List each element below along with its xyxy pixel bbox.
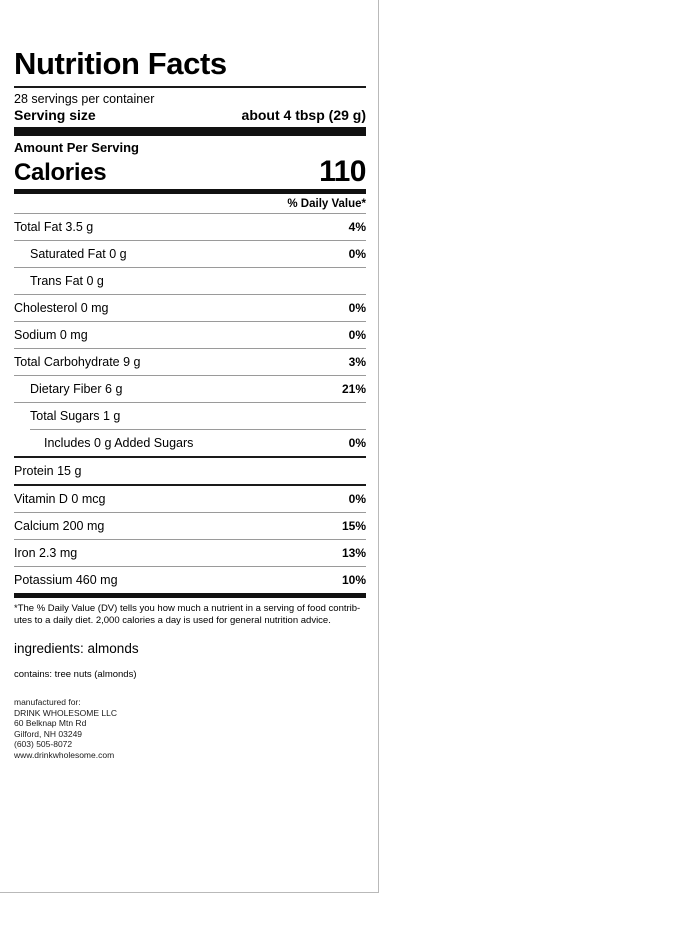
serving-size-value: about 4 tbsp (29 g) [241, 107, 366, 123]
nutrient-name: Protein 15 g [14, 464, 82, 478]
manufacturer-street: 60 Belknap Mtn Rd [14, 718, 87, 728]
serving-size-row [14, 107, 366, 127]
nutrition-facts-label [14, 47, 366, 760]
nutrient-row [14, 241, 366, 267]
nutrient-row [14, 458, 366, 484]
nutrient-name: Sodium 0 mg [14, 328, 88, 342]
nutrient-row [14, 403, 366, 429]
nutrient-row [14, 349, 366, 375]
nutrient-pct: 4% [348, 220, 366, 234]
nutrient-pct: 21% [341, 382, 366, 396]
calories-value: 110 [319, 155, 366, 188]
nutrient-pct: 0% [348, 436, 366, 450]
ingredients-text: ingredients: almonds [14, 641, 139, 656]
nutrient-row [14, 486, 366, 512]
manufacturer-block [14, 681, 366, 760]
manufacturer-line: manufactured for: [14, 697, 81, 707]
nutrient-name: Iron 2.3 mg [14, 546, 78, 560]
page-title: Nutrition Facts [14, 46, 227, 81]
nutrient-row [14, 513, 366, 539]
nutrient-pct: 0% [348, 247, 366, 261]
nutrient-row [14, 567, 366, 593]
calories-label: Calories [14, 159, 107, 186]
nutrient-pct: 0% [348, 301, 366, 315]
divider-thick [14, 127, 366, 136]
nutrient-row [14, 295, 366, 321]
manufacturer-website: www.drinkwholesome.com [14, 749, 115, 760]
nutrient-name: Cholesterol 0 mg [14, 301, 109, 315]
nutrient-row [14, 376, 366, 402]
nutrient-pct: 0% [348, 328, 366, 342]
serving-size-label: Serving size [14, 107, 96, 123]
nutrient-pct: 15% [341, 519, 366, 533]
nutrient-name: Potassium 460 mg [14, 573, 118, 587]
nutrient-name: Calcium 200 mg [14, 519, 105, 533]
nutrient-name: Saturated Fat 0 g [30, 247, 127, 261]
servings-per-container: 28 servings per container [14, 92, 155, 106]
allergen-statement: contains: tree nuts (almonds) [14, 669, 137, 680]
nutrient-row [14, 214, 366, 240]
nutrient-pct: 3% [348, 355, 366, 369]
nutrient-name: Vitamin D 0 mcg [14, 492, 106, 506]
calories-row [14, 157, 366, 189]
daily-value-header: % Daily Value* [287, 198, 366, 210]
nutrient-pct: 0% [348, 492, 366, 506]
nutrient-name: Total Fat 3.5 g [14, 220, 94, 234]
nutrient-name: Trans Fat 0 g [30, 274, 104, 288]
nutrient-name: Dietary Fiber 6 g [30, 382, 123, 396]
nutrient-row [14, 322, 366, 348]
manufacturer-city: Gilford, NH 03249 [14, 728, 83, 739]
manufacturer-name: DRINK WHOLESOME LLC [14, 707, 117, 718]
nutrient-row [14, 430, 366, 456]
manufacturer-phone: (603) 505-8072 [14, 739, 73, 749]
daily-value-footnote: *The % Daily Value (DV) tells you how much a nutrient in a serving of food contrib-utes to a daily diet. 2,000 calories a day is used for general nutrition advice. [14, 603, 361, 626]
amount-per-serving-label: Amount Per Serving [14, 140, 139, 155]
nutrient-name: Total Carbohydrate 9 g [14, 355, 141, 369]
nutrient-name: Total Sugars 1 g [30, 409, 121, 423]
nutrient-pct: 10% [341, 573, 366, 587]
nutrient-pct: 13% [341, 546, 366, 560]
nutrient-name: Includes 0 g Added Sugars [44, 436, 194, 450]
nutrient-row [14, 540, 366, 566]
nutrient-row [14, 268, 366, 294]
